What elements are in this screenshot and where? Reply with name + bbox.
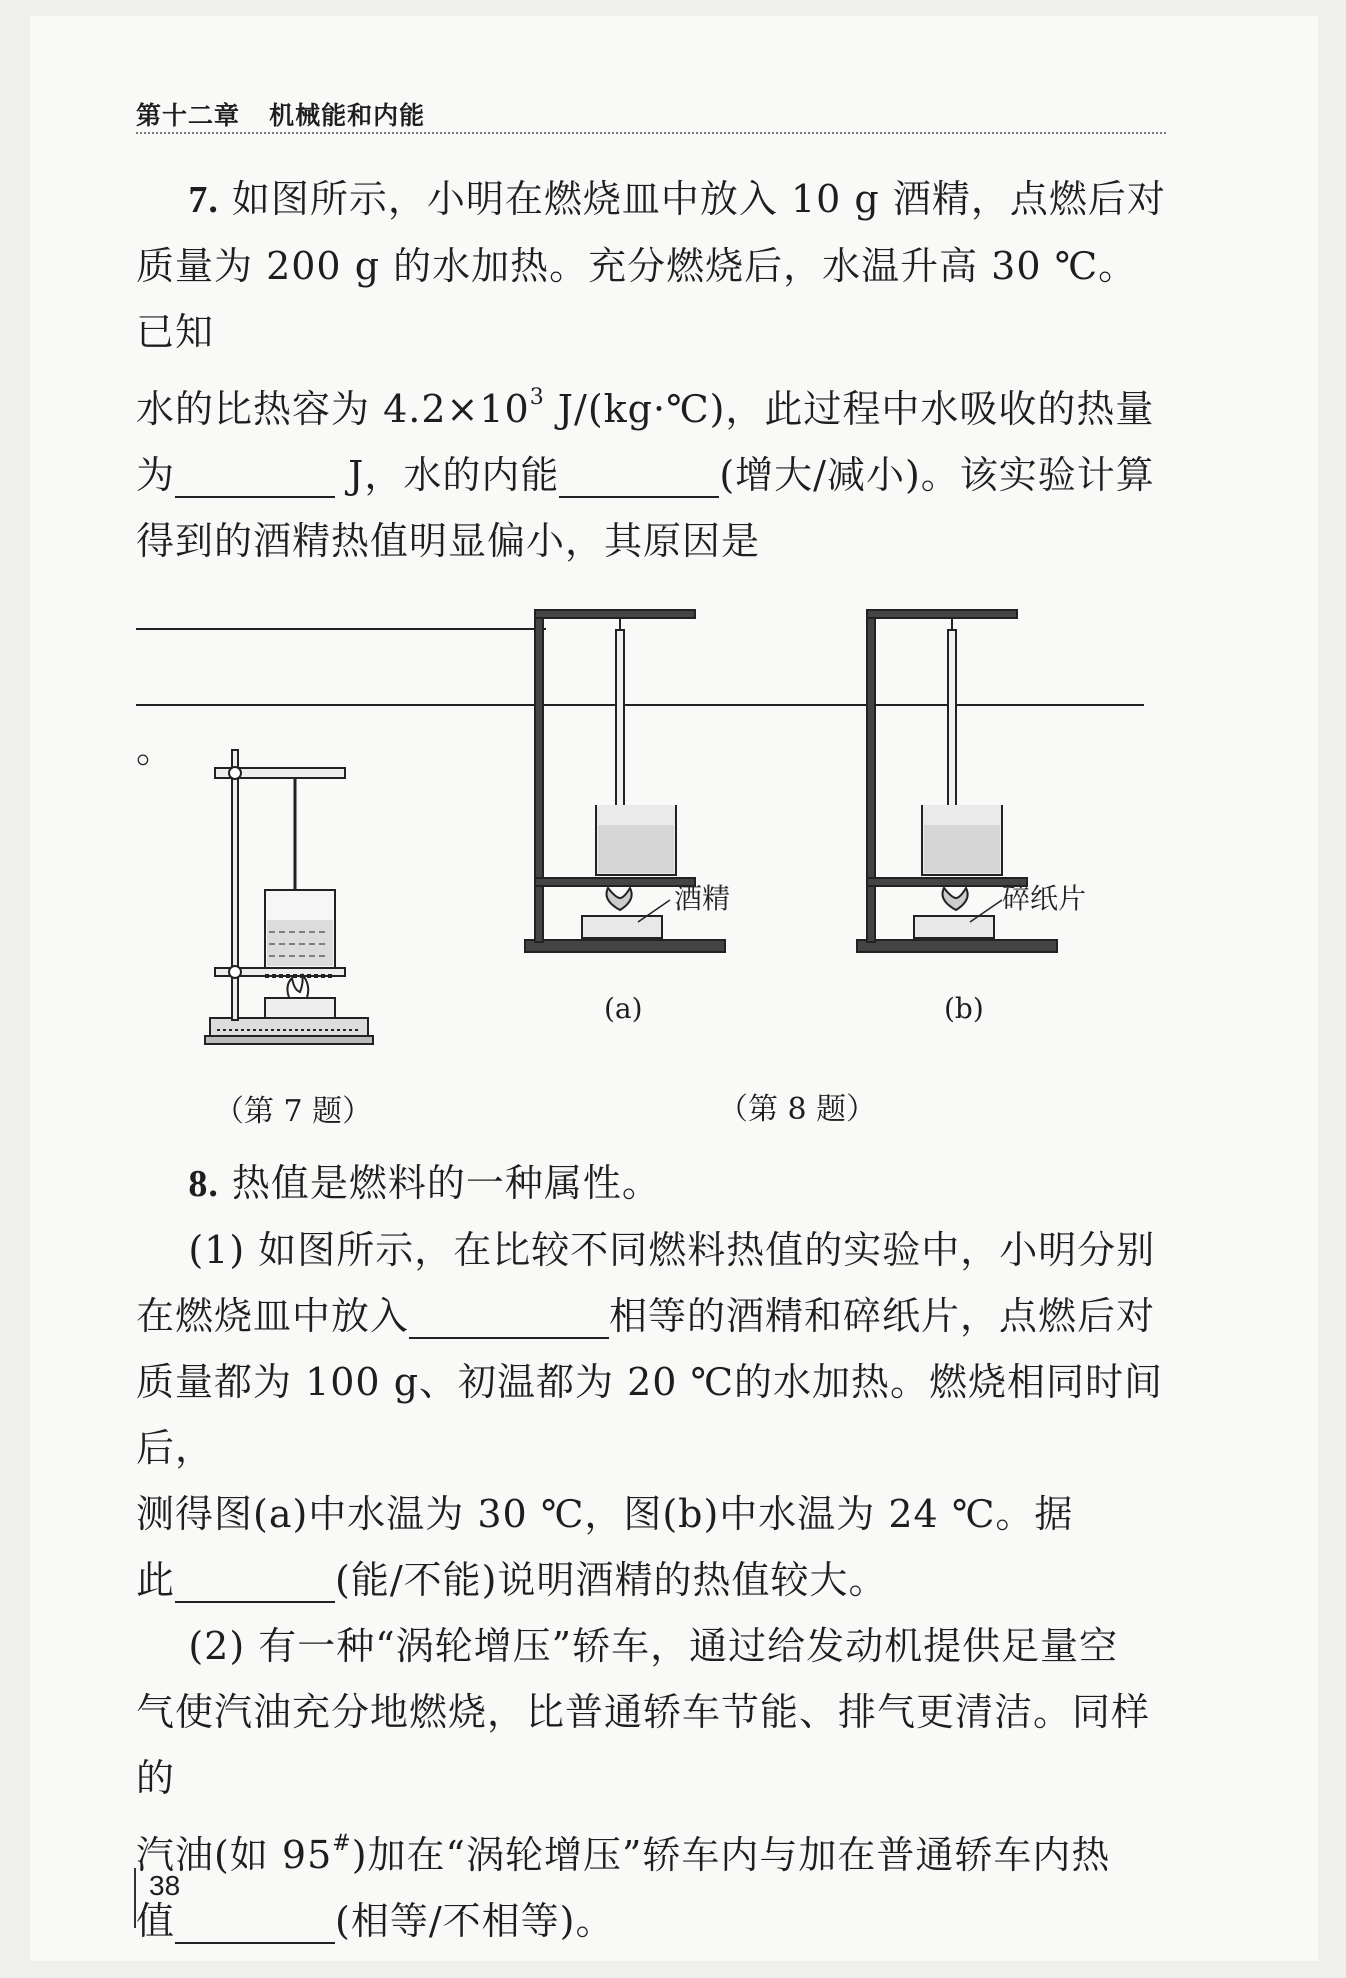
q8-p2-line-1 <box>136 1613 1166 1679</box>
fig8b-base <box>857 940 1057 952</box>
q7-sup: 3 <box>529 385 545 410</box>
q8-intro-line <box>136 1150 1166 1217</box>
q7-blank-heat[interactable] <box>175 452 335 498</box>
q8-p2-text-1: (2) 有一种“涡轮增压”轿车，通过给发动机提供足量空 <box>188 1624 1119 1668</box>
q7-blank-energy[interactable] <box>559 452 719 498</box>
q8-p1-line-3: 质量都为 100 g、初温都为 20 ℃的水加热。燃烧相同时间后， <box>136 1360 1164 1470</box>
fig7-rod <box>232 750 238 1020</box>
q7-text-5: 得到的酒精热值明显偏小，其原因是 <box>136 519 761 563</box>
fig8b-label: 碎纸片 <box>1002 882 1087 915</box>
q7-blank-reason-a[interactable] <box>136 584 546 630</box>
figure-7 <box>205 740 375 1060</box>
fig8a-thermometer <box>616 630 624 830</box>
q8-p2-line-4 <box>136 1888 1166 1954</box>
chapter-number: 第十二章 <box>136 101 241 130</box>
fig8a-sublabel: (a) <box>604 992 643 1025</box>
header-rule <box>136 132 1166 134</box>
q7-line-1 <box>136 166 1166 233</box>
q8-p2-line-2: 气使汽油充分地燃烧，比普通轿车节能、排气更清洁。同样的 <box>136 1690 1151 1800</box>
figure-8b <box>852 610 1112 960</box>
q8-p2-text-4a: 值 <box>136 1899 176 1943</box>
q8-p1-text-1: (1) 如图所示，在比较不同燃料热值的实验中，小明分别 <box>188 1228 1156 1272</box>
q8-p2-sup: # <box>332 1831 352 1856</box>
q7-text-3a: 水的比热容为 4.2×10 <box>136 387 530 431</box>
q7-text-4c: (增大/减小)。该实验计算 <box>719 453 1155 497</box>
fig7-caption: （第 7 题） <box>214 1094 373 1129</box>
q8-p1-line-4: 测得图(a)中水温为 30 ℃，图(b)中水温为 24 ℃。据 <box>136 1492 1074 1536</box>
q8-p1-text-5a: 此 <box>136 1558 176 1602</box>
fig7-burner <box>265 998 335 1018</box>
q8-p1-line-2 <box>136 1283 1166 1349</box>
fig8b-burner <box>914 916 994 938</box>
q7-text-1: 如图所示，小明在燃烧皿中放入 10 g 酒精，点燃后对 <box>231 177 1166 221</box>
q8-p2-text-3a: 汽油(如 95 <box>136 1833 333 1877</box>
q7-period: 。 <box>136 727 176 771</box>
fig8a-burner <box>582 916 662 938</box>
q8-p1-text-2a: 在燃烧皿中放入 <box>136 1294 410 1338</box>
q7-text-4b: J，水的内能 <box>335 453 560 497</box>
q8-blank-heat-value[interactable] <box>175 1898 335 1944</box>
fig8b-thermometer <box>948 630 956 830</box>
q8-blank-conclusion[interactable] <box>175 1557 335 1603</box>
fig8-caption: （第 8 题） <box>718 1092 877 1127</box>
chapter-header <box>136 96 425 132</box>
page-number-bar <box>134 1868 136 1928</box>
q8-p2-text-3b: )加在“涡轮增压”轿车内与加在普通轿车内热 <box>351 1833 1111 1877</box>
fig8b-rod <box>867 610 875 942</box>
fig8a-label: 酒精 <box>674 882 731 915</box>
chapter-title: 机械能和内能 <box>269 101 426 130</box>
q8-p1-line-1 <box>136 1217 1166 1283</box>
q8-p2-line-3 <box>136 1811 1166 1888</box>
q8-p1-line-5 <box>136 1547 1166 1613</box>
q8-intro: 热值是燃料的一种属性。 <box>231 1161 661 1205</box>
question-8 <box>136 1150 1166 1954</box>
figure-8a <box>520 610 760 960</box>
page-number: 38 <box>149 1870 181 1901</box>
q8-p1-text-2b: 相等的酒精和碎纸片，点燃后对 <box>609 1294 1156 1338</box>
fig8b-sublabel: (b) <box>944 992 984 1025</box>
q7-text-4a: 为 <box>136 453 176 497</box>
q7-text-3b: J/(kg·℃)，此过程中水吸收的热量 <box>544 387 1155 431</box>
q8-blank-quantity[interactable] <box>409 1293 609 1339</box>
fig8a-base <box>525 940 725 952</box>
q7-line-4 <box>136 442 1166 508</box>
q8-p2-text-4b: (相等/不相等)。 <box>335 1899 615 1943</box>
q7-line-3 <box>136 365 1166 442</box>
fig8a-rod <box>535 610 543 942</box>
q8-number: 8. <box>188 1163 219 1205</box>
q7-number: 7. <box>188 179 219 221</box>
q7-line-2: 质量为 200 g 的水加热。充分燃烧后，水温升高 30 ℃。已知 <box>136 244 1138 354</box>
q8-p1-text-5b: (能/不能)说明酒精的热值较大。 <box>335 1558 888 1602</box>
